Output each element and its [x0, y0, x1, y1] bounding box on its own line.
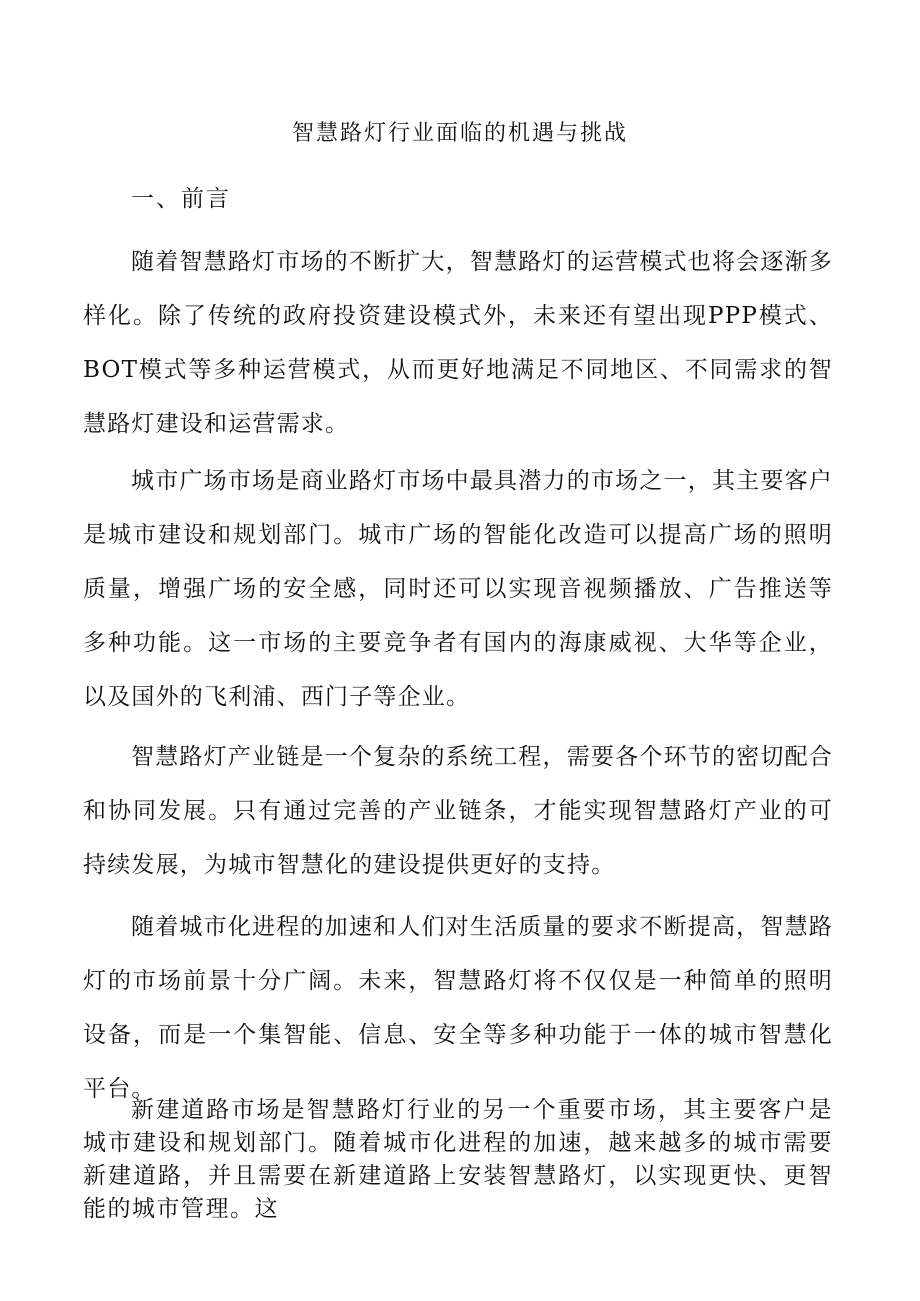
section-heading: 一、前言 [131, 186, 231, 212]
document-title: 智慧路灯行业面临的机遇与挑战 [291, 121, 628, 146]
paragraph-5: 新建道路市场是智慧路灯行业的另一个重要市场，其主要客户是城市建设和规划部门。随着城市化进程的加速，越来越多的城市需要新建道路，并且需要在新建道路上安装智慧路灯，以实现更快、更智能的城市管理。这 [83, 1097, 833, 1222]
paragraph-1: 随着智慧路灯市场的不断扩大，智慧路灯的运营模式也将会逐渐多样化。除了传统的政府投资建设模式外，未来还有望出现PPP模式、BOT模式等多种运营模式，从而更好地满足不同地区、不同需求的智慧路灯建设和运营需求。 [83, 249, 833, 437]
paragraph-2: 城市广场市场是商业路灯市场中最具潜力的市场之一，其主要客户是城市建设和规划部门。城市广场的智能化改造可以提高广场的照明质量，增强广场的安全感，同时还可以实现音视频播放、广告推送等多种功能。这一市场的主要竞争者有国内的海康威视、大华等企业，以及国外的飞利浦、西门子等企业。 [83, 468, 833, 710]
paragraph-3: 智慧路灯产业链是一个复杂的系统工程，需要各个环节的密切配合和协同发展。只有通过完善的产业链条，才能实现智慧路灯产业的可持续发展，为城市智慧化的建设提供更好的支持。 [83, 744, 833, 878]
paragraph-4: 随着城市化进程的加速和人们对生活质量的要求不断提高，智慧路灯的市场前景十分广阔。未来，智慧路灯将不仅仅是一种简单的照明设备，而是一个集智能、信息、安全等多种功能于一体的城市智慧化平台。 [83, 914, 833, 1102]
